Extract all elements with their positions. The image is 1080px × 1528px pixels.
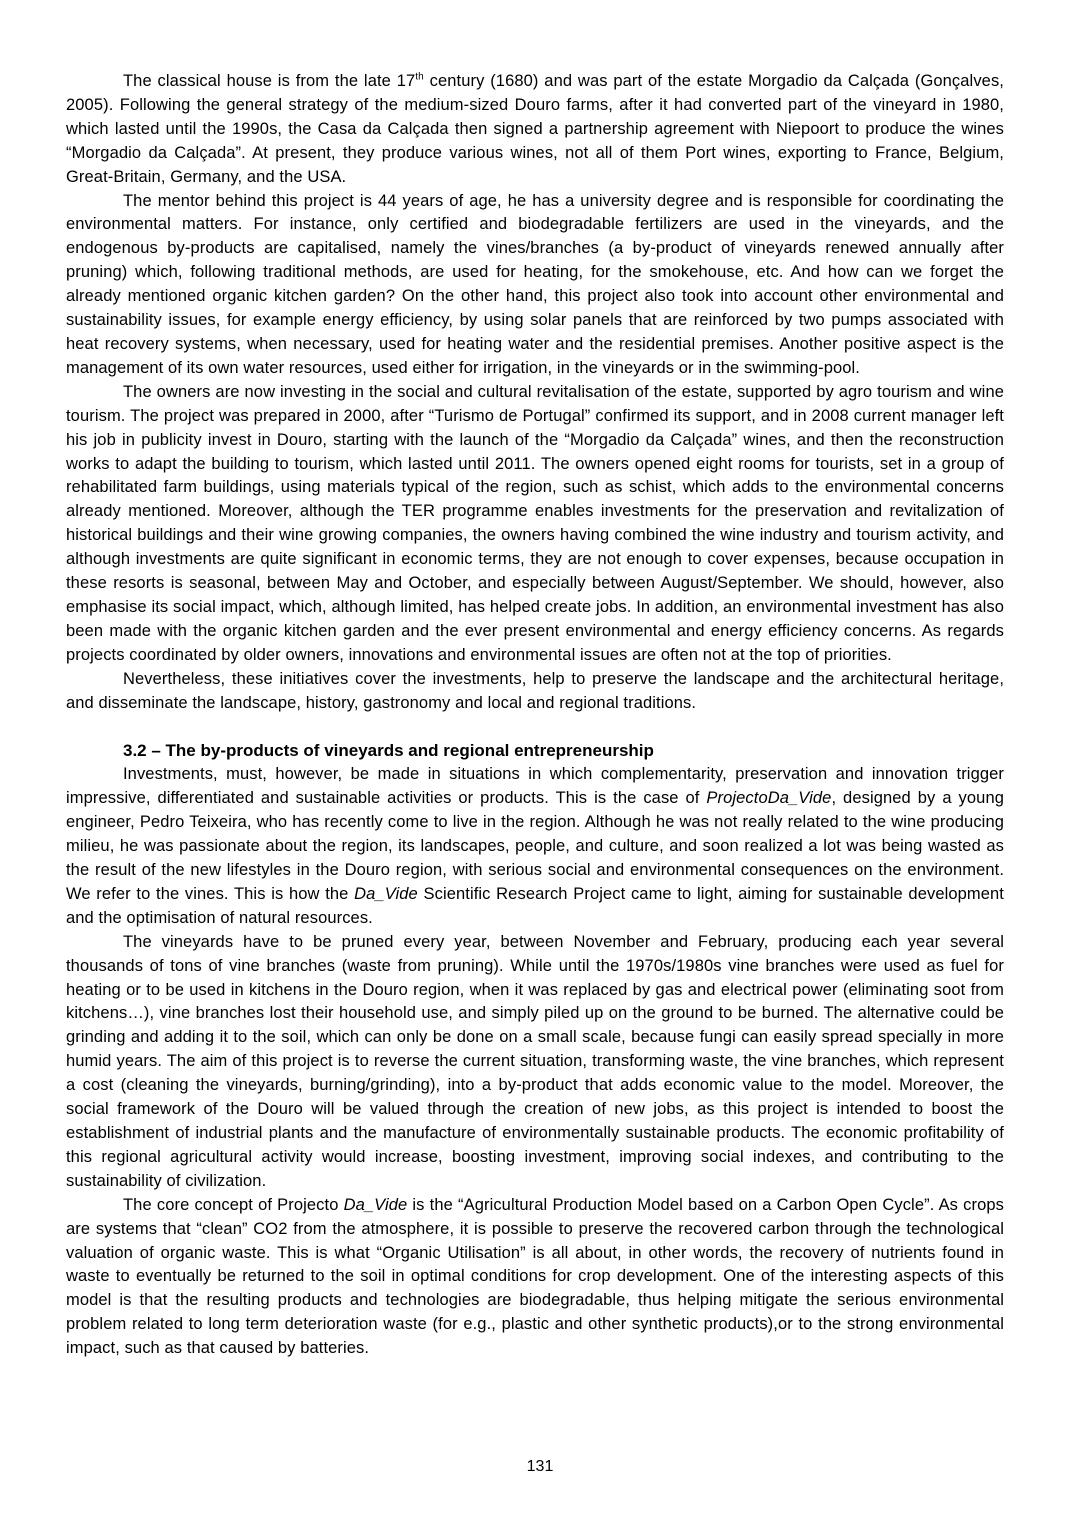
project-name-italic: ProjectoDa_Vide xyxy=(706,789,832,808)
paragraph-text-run: is the “Agricultural Production Model based on a Carbon Open Cycle”. As crops are systems that “clean” CO2 from the atmosphere, it is possible to preserve the recovered carbon through the technological valuation of organic waste. This is what “Organic Utilisation” is all about, in other words, the recovery of nutrients found in waste to eventually be returned to the soil in optimal conditions for crop development. One of the interesting aspects of this model is that the resulting products and technologies are biodegradable, thus helping mitigate the serious environmental problem related to long term deterioration waste (for e.g., plastic and other synthetic products),or to the strong environmental impact, such as that caused by batteries. xyxy=(66,1195,1004,1358)
paragraph-mentor: The mentor behind this project is 44 years of age, he has a university degree and is responsible for coordinating the environmental matters. For instance, only certified and biodegradable fertilizers are used in the vineyards, and the endogenous by-products are capitalised, namely the vines/branches (a by-product of vineyards renewed annually after pruning) which, following traditional methods, are used for heating, for the smokehouse, etc. And how can we forget the already mentioned organic kitchen garden? On the other hand, this project also took into account other environmental and sustainability issues, for example energy efficiency, by using solar panels that are reinforced by two pumps associated with heat recovery systems, when necessary, used for heating water and the residential premises. Another positive aspect is the management of its own water resources, used either for irrigation, in the vineyards or in the swimming-pool. xyxy=(66,191,1004,377)
paragraph-text-run: The core concept of Projecto xyxy=(123,1195,344,1214)
paragraph-owners-investing: The owners are now investing in the social and cultural revitalisation of the estate, supported by agro tourism and wine tourism. The project was prepared in 2000, after “Turismo de Portugal” confirmed its support, and in 2008 current manager left his job in publicity invest in Douro, starting with the launch of the “Morgadio da Calçada” wines, and then the reconstruction works to adapt the building to tourism, which lasted until 2011. The owners opened eight rooms for tourists, set in a group of rehabilitated farm buildings, using materials typical of the region, such as schist, which adds to the environmental concerns already mentioned. Moreover, although the TER programme enables investments for the preservation and revitalization of historical buildings and their wine growing companies, the owners having combined the wine industry and tourism activity, and although investments are quite significant in economic terms, they are not enough to cover expenses, because occupation in these resorts is seasonal, between May and October, and especially between August/September. We should, however, also emphasise its social impact, which, although limited, has helped create jobs. In addition, an environmental investment has also been made with the organic kitchen garden and the ever present environmental and energy efficiency concerns. As regards projects coordinated by older owners, innovations and environmental issues are often not at the top of priorities. xyxy=(66,382,1004,664)
project-name-italic: Da_Vide xyxy=(343,1195,408,1214)
paragraph-investments xyxy=(66,763,1004,930)
paragraph-core-concept xyxy=(66,1194,1004,1361)
project-name-italic: Da_Vide xyxy=(354,884,418,903)
paragraph-classical-house xyxy=(66,70,1004,190)
section-heading: 3.2 – The by-products of vineyards and regional entrepreneurship xyxy=(123,741,654,761)
paragraph-text-run: century (1680) and was part of the estate Morgadio da Calçada (Gonçalves, 2005). Following the general strategy of the medium-sized Douro farms, after it had converted part of the vineyard in 1980, which lasted until the 1990s, the Casa da Calçada then signed a partnership agreement with Niepoort to produce the wines “Morgadio da Calçada”. At present, they produce various wines, not all of them Port wines, exporting to France, Belgium, Great-Britain, Germany, and the USA. xyxy=(66,72,1004,186)
paragraph-text-run: The classical house is from the late 17 xyxy=(123,72,416,90)
paragraph-nevertheless: Nevertheless, these initiatives cover the investments, help to preserve the landscape and the architectural heritage, and disseminate the landscape, history, gastronomy and local and regional traditions. xyxy=(66,669,1004,712)
paragraph-text-run: , designed by a young engineer, Pedro Teixeira, who has recently come to live in the region. Although he was not really related to the wine producing milieu, he was passionate about the region, its landscapes, people, and culture, and soon realized a lot was being wasted as the result of the new lifestyles in the Douro region, with serious social and environmental consequences on the environment. We refer to the vines. This is how the xyxy=(66,789,1004,903)
paragraph-vineyards-pruned: The vineyards have to be pruned every year, between November and February, producing each year several thousands of tons of vine branches (waste from pruning). While until the 1970s/1980s vine branches were used as fuel for heating or to be used in kitchens in the Douro region, when it was replaced by gas and electrical power (eliminating soot from kitchens…), vine branches lost their household use, and simply piled up on the ground to be burned. The alternative could be grinding and adding it to the soil, which can only be done on a small scale, because fungi can easily spread specially in more humid years. The aim of this project is to reverse the current situation, transforming waste, the vine branches, which represent a cost (cleaning the vineyards, burning/grinding), into a by-product that adds economic value to the model. Moreover, the social framework of the Douro will be valued through the creation of new jobs, as this project is intended to boost the establishment of industrial plants and the manufacture of environmentally sustainable products. The economic profitability of this regional agricultural activity would increase, boosting investment, improving social indexes, and contributing to the sustainability of civilization. xyxy=(66,932,1004,1190)
paragraph-text-run: Investments, must, however, be made in situations in which complementarity, preservation and innovation trigger impressive, differentiated and sustainable activities or products. This is the case of xyxy=(66,765,1004,808)
ordinal-superscript: th xyxy=(415,71,424,83)
page-number: 131 xyxy=(526,1458,554,1475)
paragraph-text-run: Scientific Research Project came to light, aiming for sustainable development and the optimisation of natural resources. xyxy=(66,884,1004,927)
document-body xyxy=(66,70,1004,1361)
